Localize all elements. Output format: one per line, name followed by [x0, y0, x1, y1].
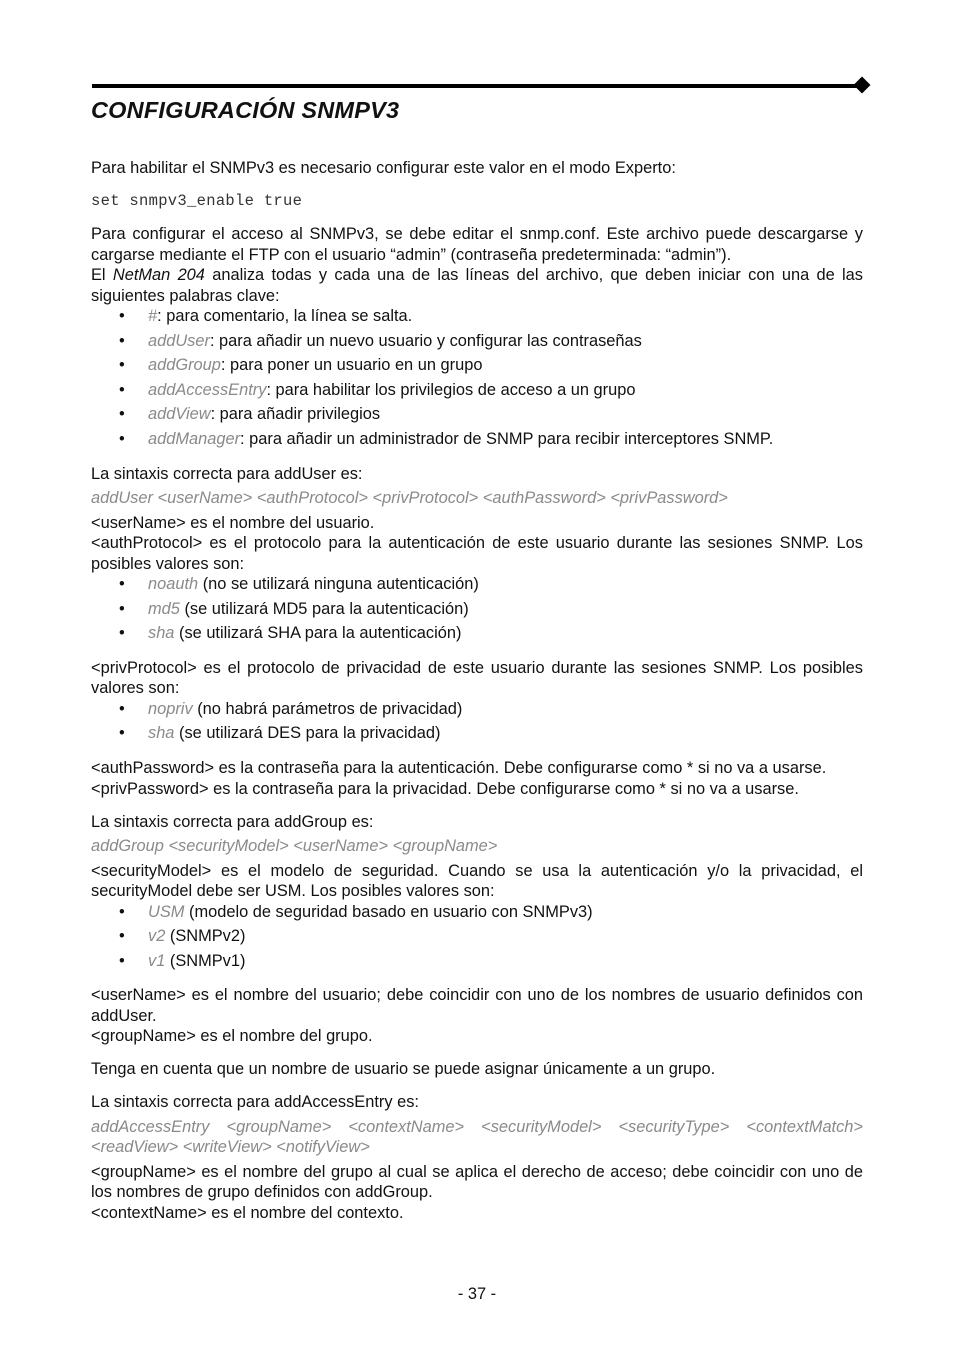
analysis-suffix: analiza todas y cada una de las líneas del archivo, que deben iniciar con una de las siguientes palabras clave: — [91, 266, 863, 305]
analysis-prefix: El — [91, 266, 113, 284]
keyword-desc: : para habilitar los privilegios de acceso a un grupo — [266, 380, 636, 399]
value-desc: (no se utilizará ninguna autenticación) — [198, 575, 479, 594]
list-item — [91, 429, 863, 450]
bullet-icon: • — [119, 307, 125, 325]
list-item — [91, 306, 863, 327]
addgroup-heading: La sintaxis correcta para addGroup es: — [91, 812, 374, 831]
authprotocol-desc: <authProtocol> es el protocolo para la autenticación de este usuario durante las sesiones SNMP. Los posibles valores son: — [91, 534, 863, 573]
bullet-icon: • — [119, 405, 125, 424]
bullet-icon: • — [119, 356, 125, 375]
value-keyword: noauth — [148, 575, 199, 594]
addaccess-syntax: addAccessEntry <groupName> <contextName> <securityModel> <securityType> <contextMatch> <readView> <writeView> <notifyView> — [91, 1117, 863, 1157]
keyword: addView — [148, 405, 211, 424]
value-desc: (se utilizará SHA para la autenticación) — [174, 624, 462, 643]
value-keyword: sha — [148, 624, 175, 643]
page-number: - 37 - — [457, 1285, 497, 1303]
keyword-desc: : para poner un usuario en un grupo — [220, 356, 483, 375]
addgroup-syntax: addGroup <securityModel> <userName> <groupName> — [91, 837, 498, 856]
contextname-desc: <contextName> es el nombre del contexto. — [91, 1203, 404, 1222]
bullet-icon: • — [119, 380, 125, 399]
bullet-icon: • — [119, 331, 125, 350]
header-diamond-icon — [854, 77, 871, 94]
product-name: NetMan 204 — [112, 266, 205, 284]
analysis-paragraph — [91, 265, 863, 306]
bullet-icon: • — [119, 951, 125, 970]
keyword-desc: : para añadir un nuevo usuario y configurar las contraseñas — [209, 331, 642, 350]
securitymodel-desc: <securityModel> es el modelo de seguridad. Cuando se usa la autenticación y/o la privacidad, el securityModel debe ser USM. Los posibles valores son: — [91, 861, 863, 901]
bullet-icon: • — [119, 624, 125, 643]
config-paragraph: Para configurar el acceso al SNMPv3, se debe editar el snmp.conf. Este archivo puede descargarse y cargarse mediante el FTP con el usuario “admin” (contraseña predeterminada: “admin”). — [91, 225, 863, 264]
adduser-syntax: addUser <userName> <authProtocol> <privProtocol> <authPassword> <privPassword> — [91, 489, 728, 508]
bullet-icon: • — [119, 724, 125, 743]
groupname-desc: <groupName> es el nombre del grupo. — [91, 1027, 373, 1046]
command-line: set snmpv3_enable true — [91, 192, 303, 210]
page-title: CONFIGURACIÓN SNMPV3 — [91, 97, 400, 123]
value-keyword: v2 — [148, 927, 166, 946]
group-note: Tenga en cuenta que un nombre de usuario se puede asignar únicamente a un grupo. — [91, 1060, 716, 1079]
username-desc: <userName> es el nombre del usuario. — [91, 513, 375, 532]
value-desc: (se utilizará DES para la privacidad) — [174, 724, 441, 743]
value-keyword: v1 — [148, 951, 166, 970]
bullet-icon: • — [119, 902, 125, 921]
list-item — [91, 355, 863, 376]
list-item — [91, 380, 863, 401]
value-desc: (modelo de seguridad basado en usuario con SNMPv3) — [184, 902, 593, 921]
value-desc: (no habrá parámetros de privacidad) — [192, 699, 463, 718]
privprotocol-desc: <privProtocol> es el protocolo de privacidad de este usuario durante las sesiones SNMP. Los posibles valores son: — [91, 658, 863, 698]
bullet-icon: • — [119, 927, 125, 946]
keyword: addUser — [148, 331, 210, 350]
intro-text: Para habilitar el SNMPv3 es necesario configurar este valor en el modo Experto: — [91, 159, 676, 177]
access-groupname-desc: <groupName> es el nombre del grupo al cual se aplica el derecho de acceso; debe coincidir con uno de los nombres de grupo definidos con addGroup. — [91, 1162, 863, 1202]
keyword-desc: : para añadir privilegios — [210, 405, 381, 424]
list-item — [91, 574, 863, 595]
value-keyword: sha — [148, 724, 175, 743]
value-keyword: USM — [148, 902, 185, 921]
auth-values-list — [91, 574, 863, 644]
keyword: addManager — [148, 429, 241, 448]
value-keyword: md5 — [148, 599, 180, 618]
privpassword-desc: <privPassword> es la contraseña para la privacidad. Debe configurarse como * si no va a usarse. — [91, 779, 799, 798]
value-keyword: nopriv — [148, 699, 193, 718]
list-item — [91, 331, 863, 352]
bullet-icon: • — [119, 429, 125, 448]
keyword-desc: : para comentario, la línea se salta. — [157, 307, 413, 325]
value-desc: (se utilizará MD5 para la autenticación) — [179, 599, 469, 618]
bullet-icon: • — [119, 699, 125, 718]
list-item — [91, 404, 863, 425]
bullet-icon: • — [119, 575, 125, 594]
priv-values-list — [91, 699, 863, 744]
keyword-desc: : para añadir un administrador de SNMP para recibir interceptores SNMP. — [240, 429, 774, 448]
keyword: addGroup — [148, 356, 221, 375]
list-item — [91, 723, 863, 744]
list-item — [91, 951, 863, 972]
list-item — [91, 623, 863, 644]
list-item — [91, 926, 863, 947]
addaccess-heading: La sintaxis correcta para addAccessEntry es: — [91, 1093, 419, 1112]
value-desc: (SNMPv2) — [165, 927, 246, 946]
model-values-list — [91, 902, 863, 972]
authpassword-desc: <authPassword> es la contraseña para la autenticación. Debe configurarse como * si no va a usarse. — [91, 759, 827, 778]
group-username-desc: <userName> es el nombre del usuario; debe coincidir con uno de los nombres de usuario definidos con addUser. — [91, 986, 863, 1025]
list-item — [91, 699, 863, 720]
list-item — [91, 902, 863, 923]
adduser-heading: La sintaxis correcta para addUser es: — [91, 464, 363, 483]
bullet-icon: • — [119, 599, 125, 618]
page-body — [91, 158, 863, 1223]
keyword: # — [148, 307, 158, 325]
value-desc: (SNMPv1) — [165, 951, 246, 970]
header-rule — [92, 84, 860, 88]
keyword-list — [91, 306, 863, 449]
list-item — [91, 599, 863, 620]
keyword: addAccessEntry — [148, 380, 267, 399]
